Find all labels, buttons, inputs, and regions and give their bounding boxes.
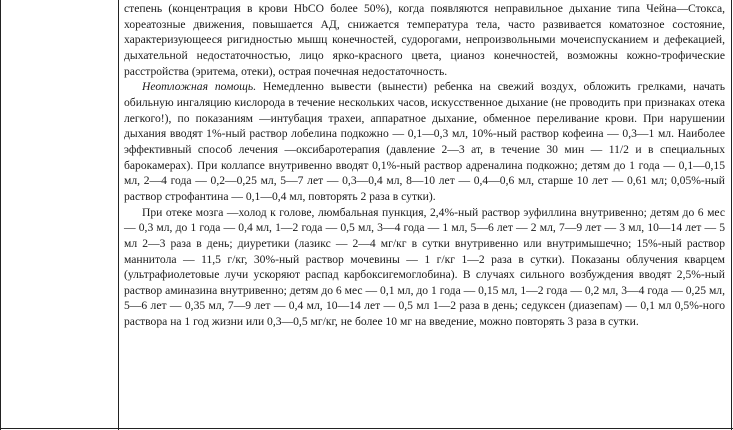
table-border-left <box>0 0 1 430</box>
table-border-right <box>731 0 732 430</box>
body-text-column <box>124 1 725 330</box>
paragraph-symptoms <box>124 1 725 79</box>
table-column-divider <box>118 0 119 430</box>
paragraph-text: степень (концентрация в крови HbCO более 50%), когда появляются неправильное дыхание типа Чейна—Стокса, хореатозные движения, повышается АД, снижается температура тела, часто развивается коматозное состояние, характеризующееся ригидностью мышц конечностей, судорогами, непроизвольными мочеиспусканием и дефекацией, дыхательной недостаточностью, лицо ярко-красного цвета, цианоз конечностей, возможны кожно-трофические расстройства (эритема, отеки), острая почечная недостаточность. <box>124 2 725 78</box>
paragraph-lead-heading: Неотложная помощь. <box>142 80 257 94</box>
paragraph-text: При отеке мозга —холод к голове, люмбальная пункция, 2,4%-ный раствор эуфиллина внутривенно; детям до 6 мес — 0,3 мл, до 1 года — 0,4 мл, 1—2 года — 0,5 мл, 3—4 года — 1 мл, 5—6 лет — 2 мл, 7—9 лет — 3 мл, 10—14 лет — 5 мл 2—3 раза в день; диуретики (лазикс — 2—4 мг/кг в сутки внутривенно или внутримышечно; 15%-ный раствор маннитола — 11,5 г/кг, 30%-ный раствор мочевины — 1 г/кг 1—2 раза в сутки). Показаны облучения кварцем (ультрафиолетовые лучи ускоряют распад карбоксигемоглобина). В случаях сильного возбуждения вводят 2,5%-ный раствор аминазина внутривенно; детям до 6 мес — 0,1 мл, до 1 года — 0,15 мл, 1—2 года — 0,2 мл, 3—4 года — 0,25 мл, 5—6 лет — 0,35 мл, 7—9 лет — 0,4 мл, 10—14 лет — 0,5 мл 1—2 раза в день; седуксен (диазепам) — 0,1 мл 0,5%-ного раствора на 1 год жизни или 0,3—0,5 мг/кг, не более 10 мг на введение, можно повторять 3 раза в сутки. <box>124 205 725 329</box>
table-border-bottom <box>0 428 733 429</box>
paragraph-emergency-care <box>124 79 725 204</box>
paragraph-text: Немедленно вывести (вынести) ребенка на свежий воздух, обложить грелками, начать обильную ингаляцию кислорода в течение нескольких часов, искусственное дыхание (не проводить при признаках отека легкого!), по показаниям —интубация трахеи, аппаратное дыхание, обменное переливание крови. При нарушении дыхания вводят 1%-ный раствор лобелина подкожно — 0,1—0,3 мл, 10%-ный раствор кофеина — 0,3—1 мл. Наиболее эффективный способ лечения —оксибаротерапия (давление 2—3 ат, в течение 30 мин — 11/2 и в специальных барокамерах). При коллапсе внутривенно вводят 0,1%-ный раствор адреналина подкожно; детям до 1 года — 0,1—0,15 мл, 2—4 года — 0,2—0,25 мл, 5—7 лет — 0,3—0,4 мл, 8—10 лет — 0,4—0,6 мл, старше 10 лет — 0,61 мл; 0,05%-ный раствор строфантина — 0,1—0,4 мл, повторять 2 раза в сутки). <box>124 80 725 203</box>
paragraph-brain-edema <box>124 205 725 330</box>
